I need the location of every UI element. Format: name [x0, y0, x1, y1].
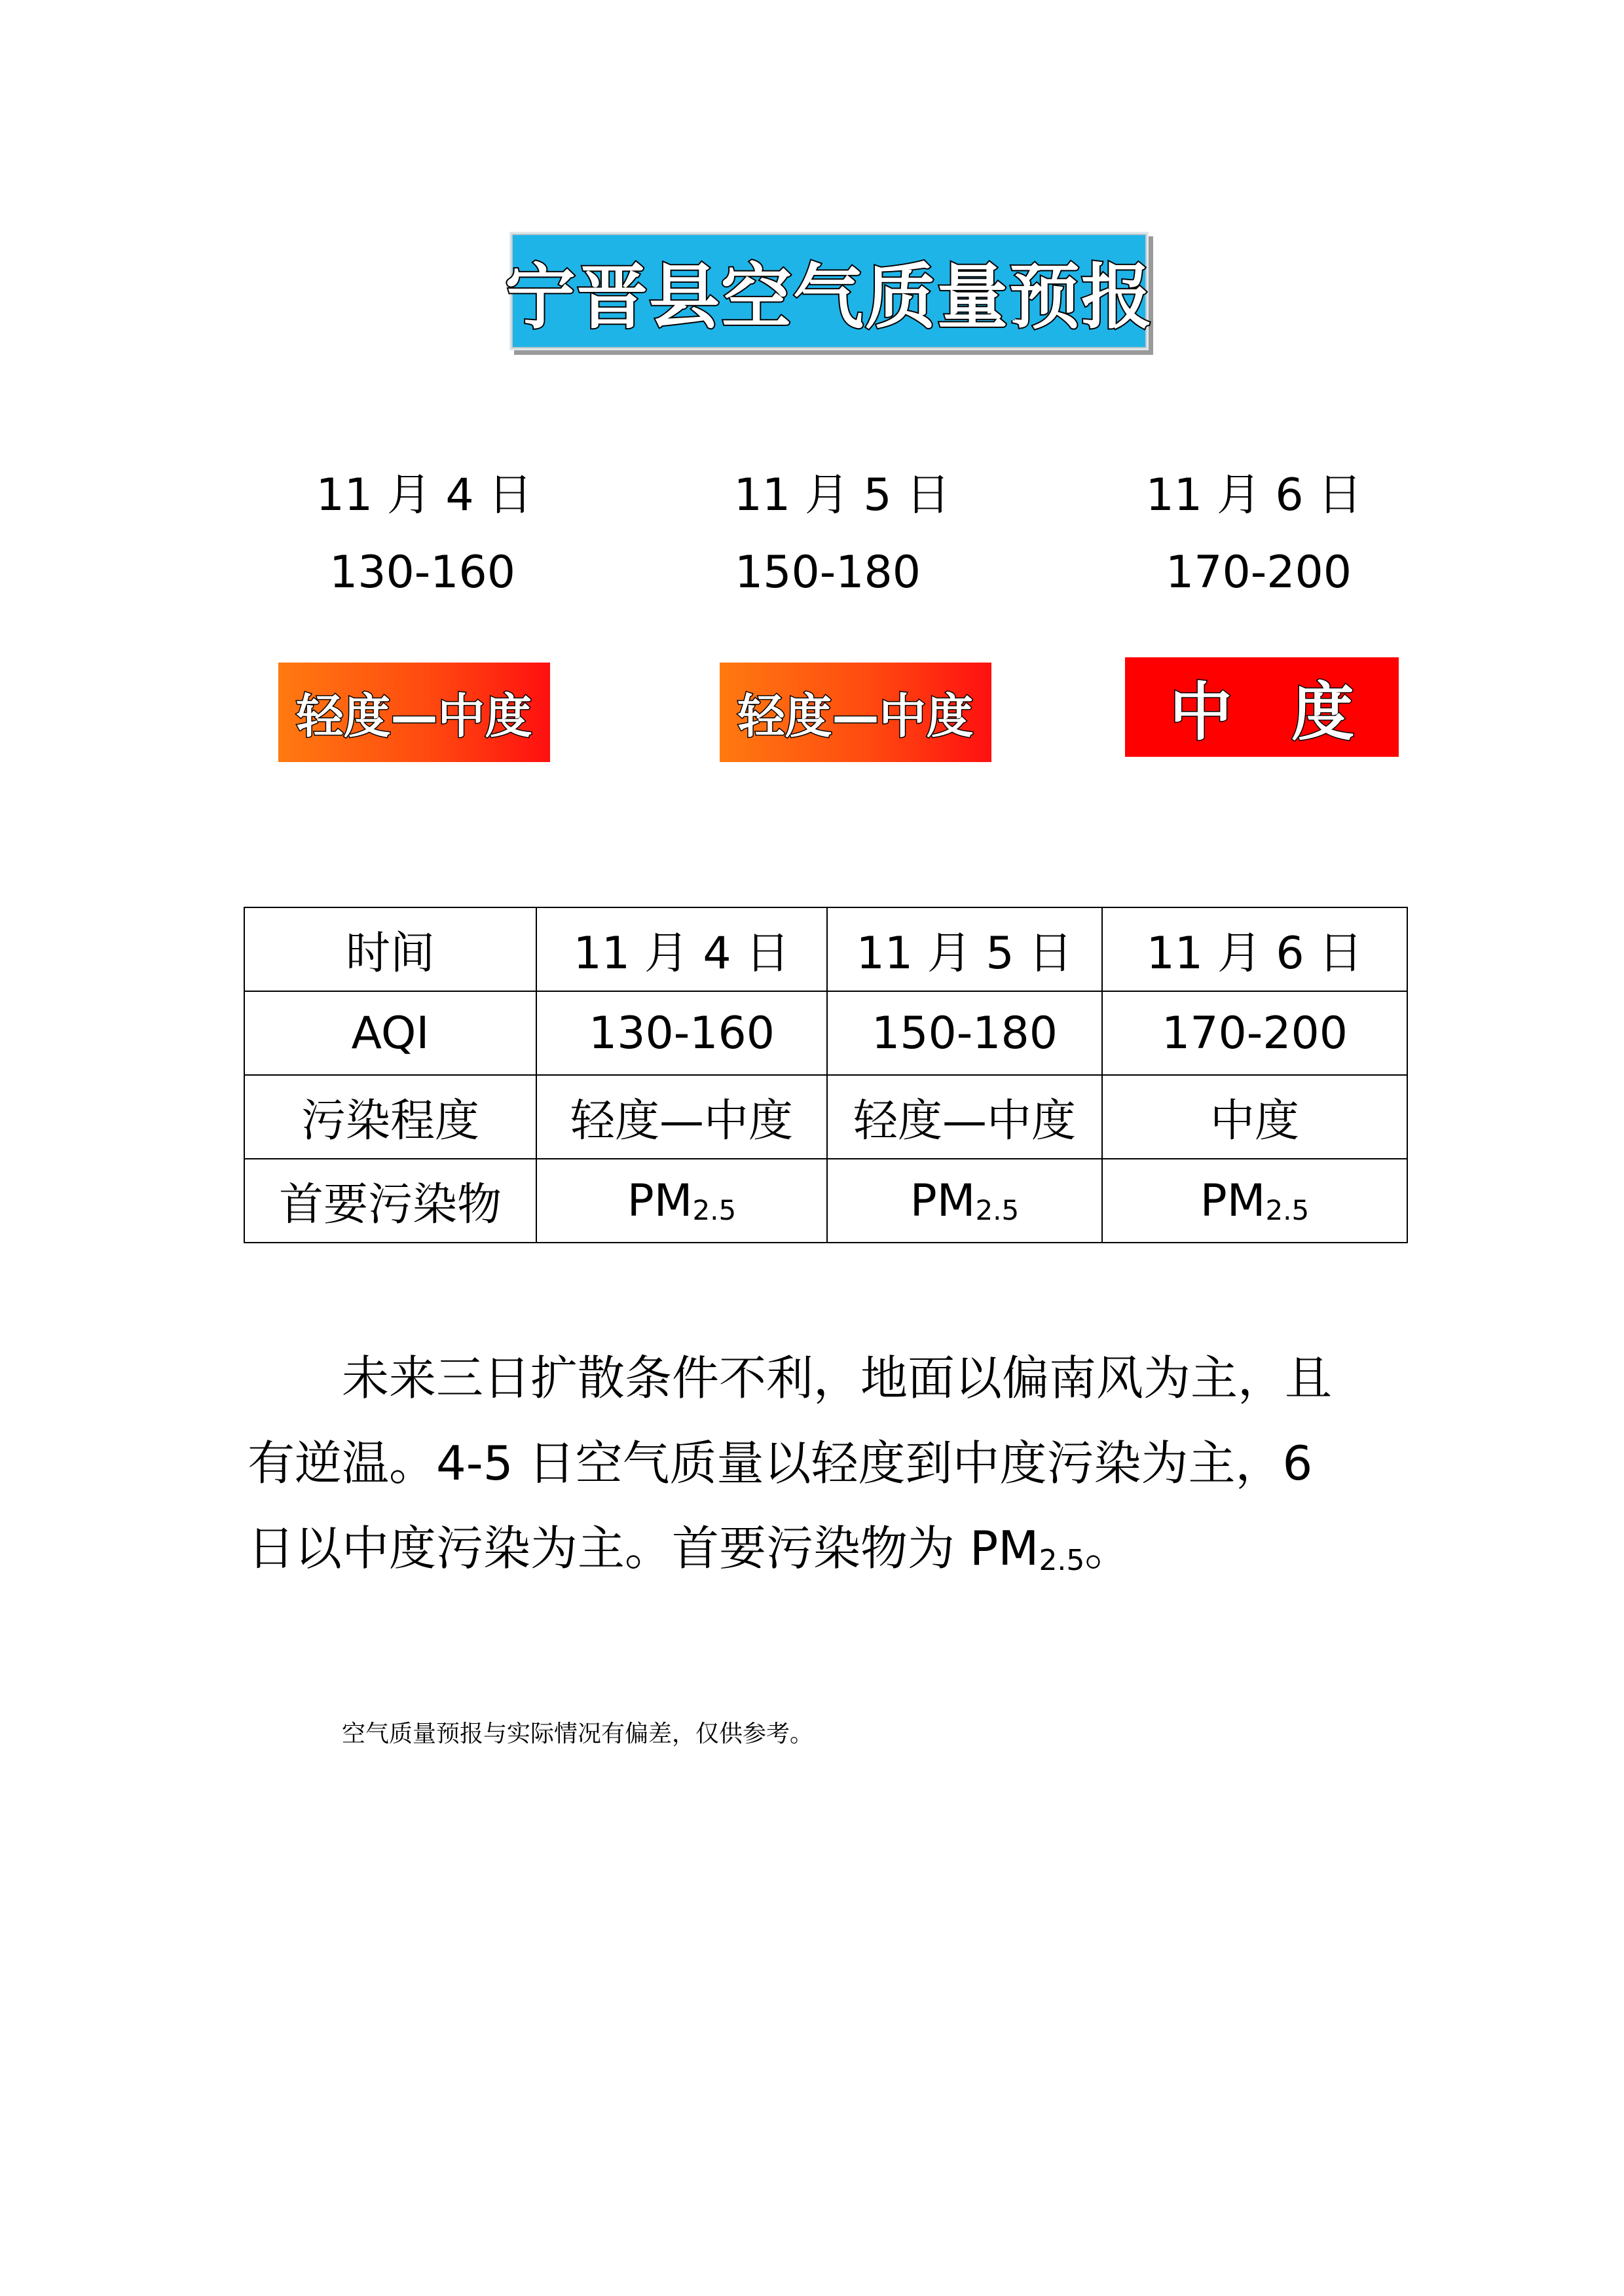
- level-badge-label: 中度: [1170, 675, 1413, 749]
- description-end: 。: [1084, 1521, 1132, 1576]
- table-row: [244, 1075, 1407, 1159]
- pollutant-subscript: 2.5: [975, 1194, 1020, 1226]
- table-row-label: AQI: [244, 991, 536, 1075]
- table-cell: 170-200: [1102, 991, 1407, 1075]
- table-header-cell: 时间: [244, 907, 536, 991]
- table-cell-pollutant: [536, 1159, 827, 1243]
- table-cell: 轻度—中度: [827, 1075, 1102, 1159]
- forecast-table: [244, 907, 1408, 1243]
- level-badge-2: [720, 663, 991, 762]
- description-text: 未来三日扩散条件不利，地面以偏南风为主，且有逆温。4-5 日空气质量以轻度到中度污染为主，6 日以中度污染为主。首要污染物为 PM: [248, 1351, 1333, 1576]
- table-cell: 130-160: [536, 991, 827, 1075]
- table-cell-pollutant: [1102, 1159, 1407, 1243]
- level-badge-1: [278, 663, 550, 762]
- table-header-cell: 11 月 4 日: [536, 907, 827, 991]
- title-banner: [505, 232, 1154, 350]
- table-cell: 轻度—中度: [536, 1075, 827, 1159]
- disclaimer-note: 空气质量预报与实际情况有偏差，仅供参考。: [342, 1721, 814, 1747]
- table-cell: 150-180: [827, 991, 1102, 1075]
- table-row: [244, 991, 1407, 1075]
- table-cell: 中度: [1102, 1075, 1407, 1159]
- forecast-aqi-3: 170-200: [1165, 547, 1352, 598]
- forecast-date-2: 11 月 5 日: [733, 469, 951, 521]
- table-header-cell: 11 月 5 日: [827, 907, 1102, 991]
- description-subscript: 2.5: [1039, 1544, 1085, 1577]
- pollutant-subscript: 2.5: [1265, 1194, 1310, 1226]
- forecast-date-1: 11 月 4 日: [316, 469, 533, 521]
- page-title: 宁晋县空气质量预报: [505, 257, 1154, 338]
- level-badge-label: 轻度—中度: [296, 689, 532, 744]
- table-row-label: 首要污染物: [244, 1159, 536, 1243]
- pollutant-name: PM: [627, 1175, 693, 1227]
- level-badge-3: [1125, 657, 1413, 757]
- forecast-aqi-1: 130-160: [329, 547, 516, 598]
- pollutant-name: PM: [910, 1175, 976, 1227]
- table-row: [244, 1159, 1407, 1243]
- table-cell-pollutant: [827, 1159, 1102, 1243]
- forecast-aqi-2: 150-180: [734, 547, 921, 598]
- forecast-description: [248, 1336, 1374, 1603]
- table-row-label: 污染程度: [244, 1075, 536, 1159]
- table-header-cell: 11 月 6 日: [1102, 907, 1407, 991]
- table-row: [244, 907, 1407, 991]
- pollutant-subscript: 2.5: [692, 1194, 737, 1226]
- level-badge-label: 轻度—中度: [737, 689, 974, 744]
- forecast-date-3: 11 月 6 日: [1145, 469, 1363, 521]
- pollutant-name: PM: [1200, 1175, 1266, 1227]
